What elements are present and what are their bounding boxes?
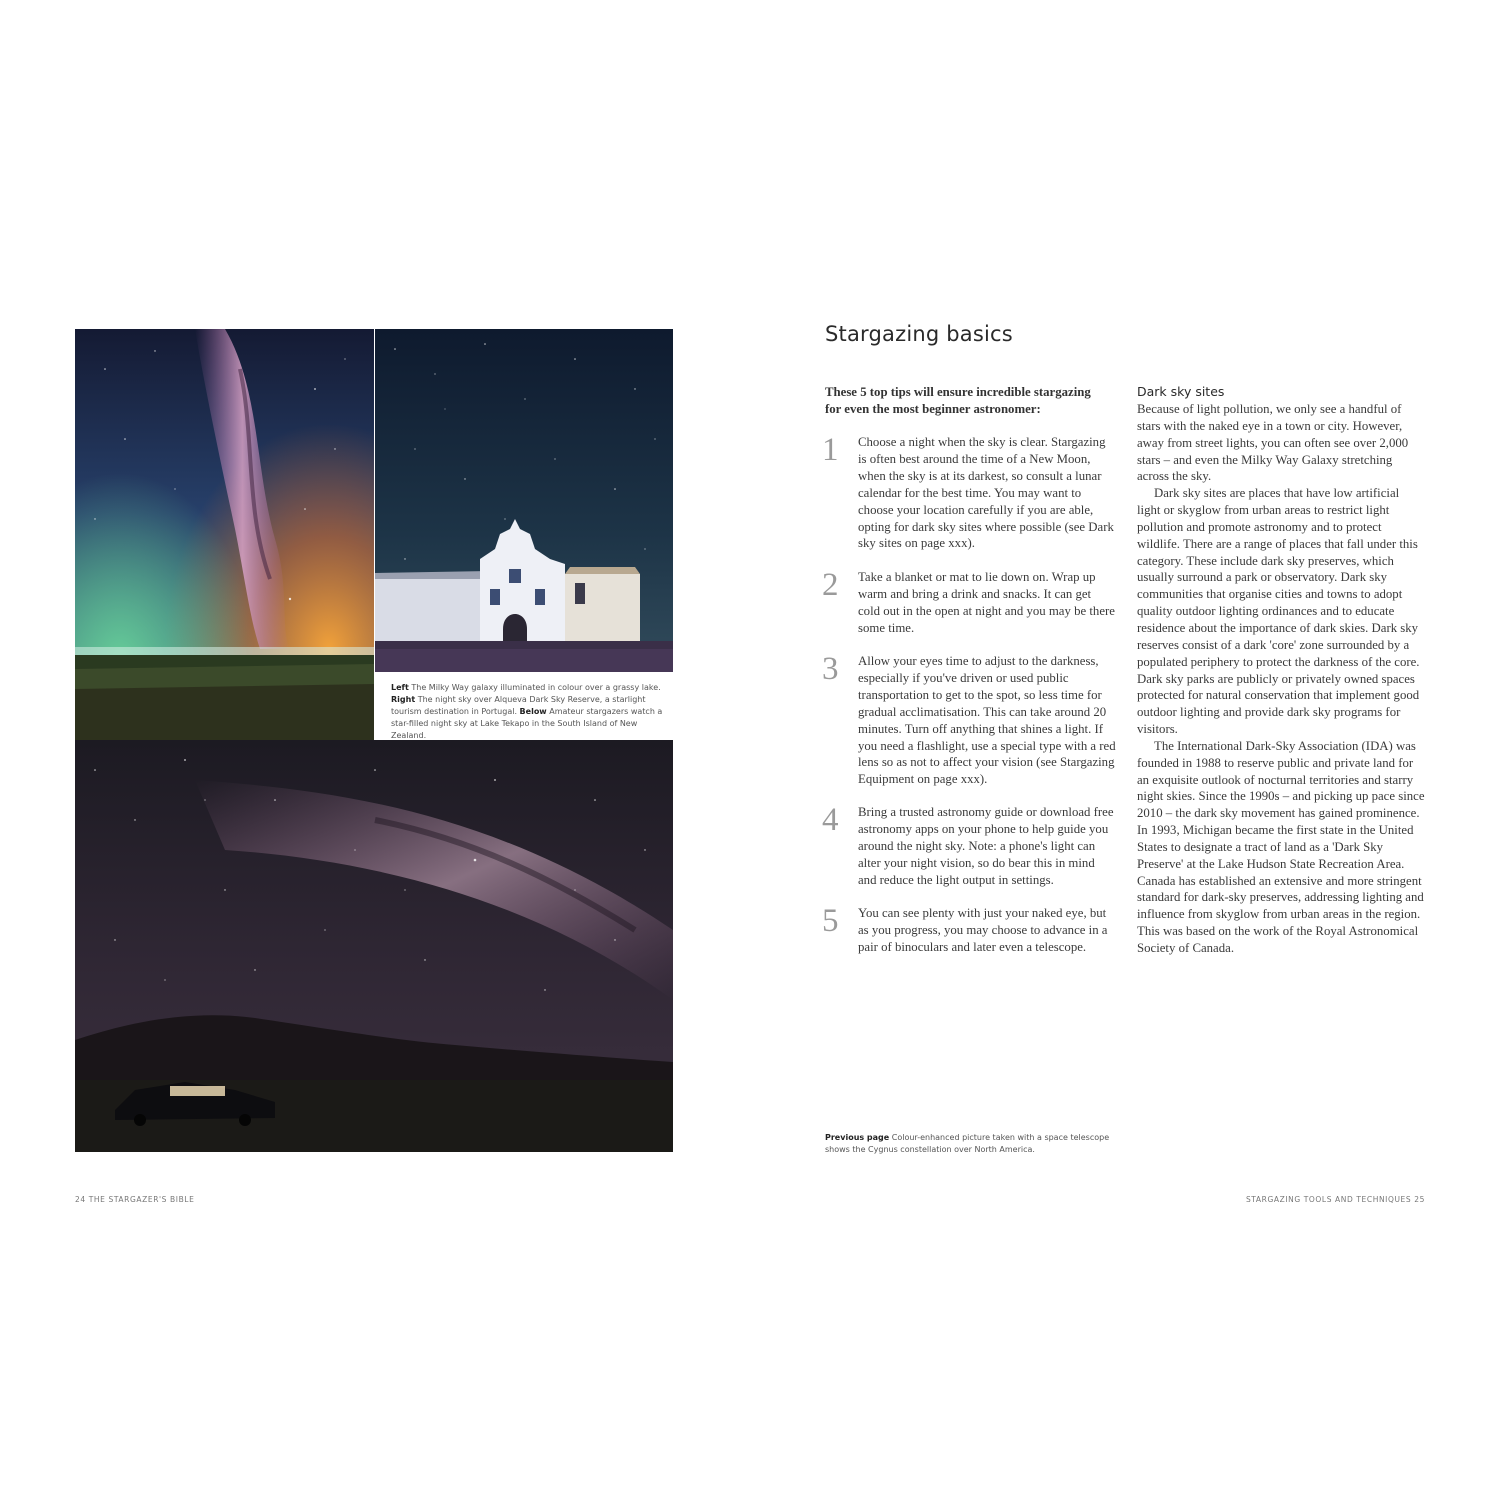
caption-left-label: Left — [391, 683, 409, 692]
caption-right-text: The night sky over Alqueva Dark Sky Reserve, a starlight tourism destination in Portugal. — [391, 695, 646, 716]
tip-number: 5 — [822, 903, 839, 939]
dark-sky-paragraph: Dark sky sites are places that have low artificial light or skyglow from urban areas to restrict light pollution and promote astronomy and to protect wildlife. There are a range of places that fall under this category. These include dark sky preserves, which usually surround a park or observatory. Dark sky communities that organise cities and towns to adopt quality outdoor lighting ordinances and to educate residence about the importance of dark skies. Dark sky reserves consist of a dark 'core' zone surrounded by a populated periphery to protect the darkness of the core. Dark sky parks are publicly or privately owned spaces protected for natural conservation that implement good outdoor lighting and provide dark sky programs for visitors. — [1137, 486, 1420, 737]
dark-sky-heading: Dark sky sites — [1137, 384, 1225, 399]
milky-way-lake-photo — [75, 329, 374, 740]
tip-text: Allow your eyes time to adjust to the darkness, especially if you've driven or used public transportation to get to the spot, so less time for gradual acclimatisation. This can take around 20 minutes. Turn off anything that shines a light. If you need a flashlight, use a special type with a red lens so as not to affect your vision (see Stargazing Equipment on page xxx). — [858, 654, 1116, 787]
alqueva-night-sky-photo — [375, 329, 673, 672]
tip-text: Take a blanket or mat to lie down on. Wrap up warm and bring a drink and snacks. It can get cold out in the open at night and you may be there some time. — [858, 570, 1115, 635]
tip-text: Bring a trusted astronomy guide or download free astronomy apps on your phone to help guide you around the night sky. Note: a phone's light can alter your night vision, so do bear this in mind and reduce the light output in settings. — [858, 805, 1114, 887]
previous-page-caption — [825, 1132, 1115, 1155]
dark-sky-body — [1137, 401, 1425, 957]
previous-page-label: Previous page — [825, 1133, 890, 1142]
previous-page-text: Colour-enhanced picture taken with a space telescope shows the Cygnus constellation over North America. — [825, 1133, 1110, 1154]
tip-text: You can see plenty with just your naked eye, but as you progress, you may choose to advance in a pair of binoculars and later even a telescope. — [858, 906, 1108, 954]
lake-tekapo-stargazers-photo — [75, 740, 673, 1152]
tip-text: Choose a night when the sky is clear. Stargazing is often best around the time of a New Moon, when the sky is at its darkest, so consult a lunar calendar for the best time. You may want to choose your location carefully if you are able, opting for dark sky sites where possible (see Dark sky sites on page xxx). — [858, 435, 1114, 551]
tip-number: 4 — [822, 802, 839, 838]
dark-sky-paragraph: Because of light pollution, we only see a handful of stars with the naked eye in a town or city. However, away from street lights, you can often see over 2,000 stars – and even the Milky Way Galaxy stretching across the sky. — [1137, 402, 1409, 484]
tip-number: 2 — [822, 567, 839, 603]
caption-below-label: Below — [519, 707, 547, 716]
tip-number: 3 — [822, 651, 839, 687]
photo-caption — [375, 672, 673, 740]
caption-left-text: The Milky Way galaxy illuminated in colour over a grassy lake. — [408, 683, 661, 692]
folio-right: STARGAZING TOOLS AND TECHNIQUES 25 — [1245, 1195, 1425, 1204]
tip-number: 1 — [822, 432, 839, 468]
caption-below-text: Amateur stargazers watch a star-filled night sky at Lake Tekapo in the South Island of New Zealand. — [391, 707, 663, 740]
intro-text: These 5 top tips will ensure incredible stargazing for even the most beginner astronomer: — [825, 385, 1091, 416]
dark-sky-paragraph: The International Dark-Sky Association (IDA) was founded in 1988 to reserve public and private land for an exquisite outlook of nocturnal territories and starry night skies. Since the 1990s – and picking up pace since 2010 – the dark sky movement has gained prominence. In 1993, Michigan became the first state in the United States to designate a tract of land as a 'Dark Sky Preserve' at the Lake Hudson State Recreation Area. Canada has established an extensive and more stringent standard for dark-sky preserves, addressing lighting and influence from skyglow from urban areas in the region. This was based on the work of the Royal Astronomical Society of Canada. — [1137, 738, 1425, 955]
page-title: Stargazing basics — [825, 322, 1013, 346]
caption-right-label: Right — [391, 695, 416, 704]
folio-left: 24 THE STARGAZER'S BIBLE — [75, 1195, 195, 1204]
